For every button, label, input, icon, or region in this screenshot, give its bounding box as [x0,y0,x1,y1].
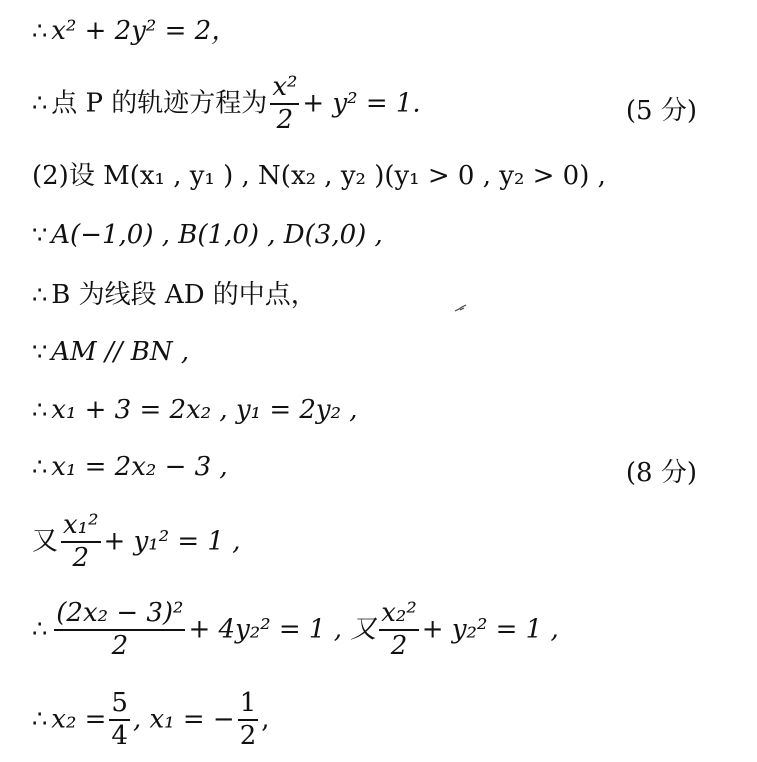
equation-text: + y² = 1. [302,88,421,119]
fraction [61,512,101,573]
statement-text: (2)设 M(x₁ , y₁ ) , N(x₂ , y₂ )(y₁ > 0 , y₂ > 0) , [32,161,606,191]
statement-text: 点 P 的轨迹方程为 [51,88,268,119]
equation-text: , x₁ = − [132,704,235,735]
equation-text: x² + 2y² = 2， [51,16,238,46]
fraction-numerator: 1 [238,690,259,721]
fraction [238,690,259,751]
therefore-symbol: ∴ [32,453,48,481]
fraction-numerator: x₂² [379,600,419,631]
line-5 [32,282,317,308]
line-6 [32,339,189,365]
score-label: (8 分) [625,458,697,488]
fraction-denominator: 2 [390,631,408,662]
prefix-text: 又 [32,526,59,557]
fraction-numerator: 5 [109,690,130,721]
fraction-denominator: 2 [72,543,90,574]
fraction [379,600,419,661]
therefore-symbol: ∴ [32,281,48,309]
equation-text: + y₂² = 1 , [421,614,559,645]
fraction-denominator: 4 [111,721,128,752]
therefore-symbol: ∴ [32,89,48,118]
line-9 [32,512,241,573]
equation-text: x₂ = [51,704,107,735]
statement-text: B 为线段 AD 的中点， [51,280,317,310]
equation-text: + 4y₂² = 1 , 又 [188,614,377,645]
fraction-numerator: x² [270,74,299,105]
fraction [109,690,130,751]
fraction-numerator: x₁² [61,512,101,543]
score-label: (5 分) [625,96,697,126]
therefore-symbol: ∴ [32,615,48,644]
line-4 [32,222,383,248]
line-7 [32,397,358,423]
statement-text: AM // BN , [51,337,190,367]
therefore-symbol: ∴ [32,17,48,45]
fraction [270,74,299,135]
statement-text: A(−1,0) , B(1,0) , D(3,0) , [51,220,383,250]
punctuation: , [261,704,270,735]
fraction-denominator: 2 [111,631,129,662]
equation-text: + y₁² = 1 , [103,526,241,557]
because-symbol: ∵ [32,338,48,366]
therefore-symbol: ∴ [32,705,48,734]
scan-speck [454,303,468,313]
fraction-numerator: (2x₂ − 3)² [54,600,185,631]
fraction [54,600,185,661]
equation-text: x₁ = 2x₂ − 3 , [51,452,228,482]
fraction-denominator: 2 [276,105,294,136]
line-8 [32,454,228,480]
because-symbol: ∵ [32,221,48,249]
fraction-denominator: 2 [239,721,257,752]
line-1 [32,18,237,44]
therefore-symbol: ∴ [32,396,48,424]
line-10 [32,600,559,661]
line-3 [32,163,606,189]
line-2 [32,74,421,135]
line-11 [32,690,270,751]
equation-text: x₁ + 3 = 2x₂ , y₁ = 2y₂ , [51,395,358,425]
